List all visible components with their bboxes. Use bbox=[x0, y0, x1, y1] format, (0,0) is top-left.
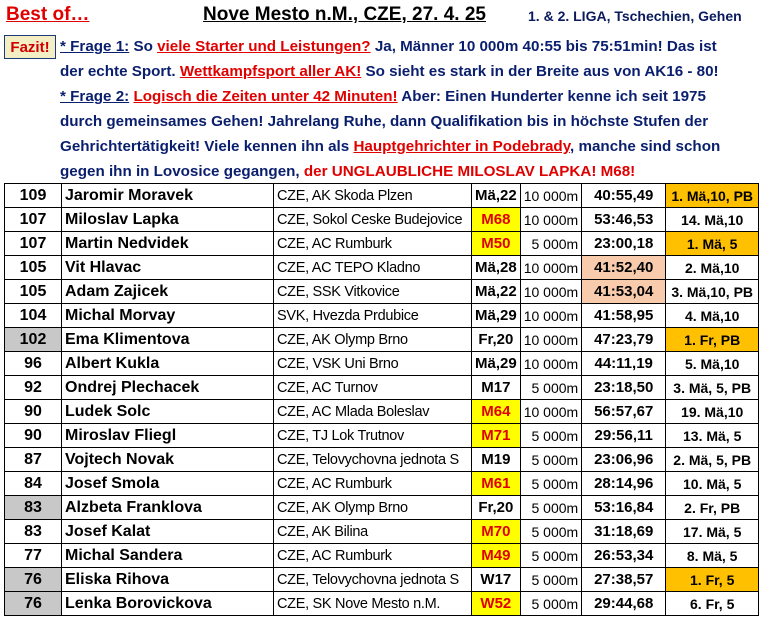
distance-cell: 5 000m bbox=[520, 496, 581, 520]
age-class-cell: W17 bbox=[472, 568, 521, 592]
table-row bbox=[5, 184, 759, 208]
time-cell: 29:44,68 bbox=[582, 592, 666, 616]
age-class-cell: Mä,28 bbox=[472, 256, 521, 280]
commentary-line-5 bbox=[60, 134, 772, 159]
commentary-text bbox=[60, 34, 772, 184]
commentary-text: Aber: Einen Hunderter kenne ich seit 1975 bbox=[397, 88, 706, 105]
time-cell: 41:53,04 bbox=[582, 280, 666, 304]
points-cell: 107 bbox=[5, 208, 62, 232]
table-row bbox=[5, 448, 759, 472]
placement-cell: 5. Mä,10 bbox=[666, 352, 759, 376]
time-cell: 29:56,11 bbox=[582, 424, 666, 448]
commentary-line-1 bbox=[60, 34, 772, 59]
placement-cell: 2. Fr, PB bbox=[666, 496, 759, 520]
age-class-cell: Mä,22 bbox=[472, 184, 521, 208]
distance-cell: 5 000m bbox=[520, 376, 581, 400]
athlete-name-cell: Josef Smola bbox=[62, 472, 274, 496]
commentary-text: So sieht es stark in der Breite aus von AK16 - 80! bbox=[361, 63, 719, 80]
points-cell: 90 bbox=[5, 400, 62, 424]
athlete-name-cell: Ludek Solc bbox=[62, 400, 274, 424]
placement-cell: 2. Mä, 5, PB bbox=[666, 448, 759, 472]
commentary-text: So bbox=[129, 38, 158, 55]
table-row bbox=[5, 256, 759, 280]
points-cell: 102 bbox=[5, 328, 62, 352]
age-class-cell: M64 bbox=[472, 400, 521, 424]
commentary-highlight: viele Starter und Leistungen? bbox=[157, 38, 371, 55]
distance-cell: 5 000m bbox=[520, 544, 581, 568]
placement-cell: 1. Fr, 5 bbox=[666, 568, 759, 592]
club-cell: CZE, Telovychovna jednota S bbox=[274, 448, 472, 472]
table-row bbox=[5, 424, 759, 448]
age-class-cell: Mä,29 bbox=[472, 304, 521, 328]
athlete-name-cell: Lenka Borovickova bbox=[62, 592, 274, 616]
athlete-name-cell: Adam Zajicek bbox=[62, 280, 274, 304]
age-class-cell: Fr,20 bbox=[472, 328, 521, 352]
time-cell: 40:55,49 bbox=[582, 184, 666, 208]
distance-cell: 10 000m bbox=[520, 352, 581, 376]
age-class-cell: M19 bbox=[472, 448, 521, 472]
commentary-line-3 bbox=[60, 84, 772, 109]
table-row bbox=[5, 280, 759, 304]
club-cell: CZE, SK Nove Mesto n.M. bbox=[274, 592, 472, 616]
age-class-cell: M50 bbox=[472, 232, 521, 256]
club-cell: CZE, AC Mlada Boleslav bbox=[274, 400, 472, 424]
age-class-cell: M68 bbox=[472, 208, 521, 232]
time-cell: 41:58,95 bbox=[582, 304, 666, 328]
points-cell: 83 bbox=[5, 496, 62, 520]
club-cell: CZE, AC Rumburk bbox=[274, 232, 472, 256]
commentary-text: gegen ihn in Lovosice gegangen, bbox=[60, 163, 304, 180]
commentary-highlight: der UNGLAUBLICHE MILOSLAV LAPKA! M68! bbox=[303, 163, 636, 180]
commentary-text: Gehrichtertätigkeit! Viele kennen ihn als bbox=[60, 138, 354, 155]
league-label: 1. & 2. LIGA, Tschechien, Gehen bbox=[528, 8, 742, 24]
table-row bbox=[5, 232, 759, 256]
club-cell: CZE, AK Skoda Plzen bbox=[274, 184, 472, 208]
time-cell: 41:52,40 bbox=[582, 256, 666, 280]
athlete-name-cell: Miroslav Fliegl bbox=[62, 424, 274, 448]
athlete-name-cell: Josef Kalat bbox=[62, 520, 274, 544]
time-cell: 53:16,84 bbox=[582, 496, 666, 520]
age-class-cell: M17 bbox=[472, 376, 521, 400]
club-cell: CZE, Sokol Ceske Budejovice bbox=[274, 208, 472, 232]
points-cell: 83 bbox=[5, 520, 62, 544]
distance-cell: 10 000m bbox=[520, 184, 581, 208]
table-row bbox=[5, 520, 759, 544]
time-cell: 56:57,67 bbox=[582, 400, 666, 424]
commentary-line-2 bbox=[60, 59, 772, 84]
placement-cell: 6. Fr, 5 bbox=[666, 592, 759, 616]
time-cell: 26:53,34 bbox=[582, 544, 666, 568]
club-cell: CZE, VSK Uni Brno bbox=[274, 352, 472, 376]
distance-cell: 10 000m bbox=[520, 400, 581, 424]
distance-cell: 10 000m bbox=[520, 328, 581, 352]
athlete-name-cell: Miloslav Lapka bbox=[62, 208, 274, 232]
distance-cell: 10 000m bbox=[520, 304, 581, 328]
athlete-name-cell: Alzbeta Franklova bbox=[62, 496, 274, 520]
table-row bbox=[5, 472, 759, 496]
placement-cell: 1. Mä,10, PB bbox=[666, 184, 759, 208]
time-cell: 47:23,79 bbox=[582, 328, 666, 352]
commentary-line-4 bbox=[60, 109, 772, 134]
club-cell: CZE, AK Bilina bbox=[274, 520, 472, 544]
time-cell: 23:06,96 bbox=[582, 448, 666, 472]
points-cell: 87 bbox=[5, 448, 62, 472]
placement-cell: 17. Mä, 5 bbox=[666, 520, 759, 544]
placement-cell: 14. Mä,10 bbox=[666, 208, 759, 232]
time-cell: 23:00,18 bbox=[582, 232, 666, 256]
placement-cell: 4. Mä,10 bbox=[666, 304, 759, 328]
time-cell: 28:14,96 bbox=[582, 472, 666, 496]
header bbox=[0, 0, 773, 32]
table-row bbox=[5, 376, 759, 400]
distance-cell: 5 000m bbox=[520, 568, 581, 592]
table-row bbox=[5, 400, 759, 424]
athlete-name-cell: Ema Klimentova bbox=[62, 328, 274, 352]
points-cell: 90 bbox=[5, 424, 62, 448]
table-row bbox=[5, 304, 759, 328]
points-cell: 105 bbox=[5, 280, 62, 304]
event-title: Nove Mesto n.M., CZE, 27. 4. 25 bbox=[203, 4, 486, 25]
points-cell: 76 bbox=[5, 592, 62, 616]
question-1-label: * Frage 1: bbox=[60, 38, 130, 55]
question-2-label: * Frage 2: bbox=[60, 88, 130, 105]
points-cell: 109 bbox=[5, 184, 62, 208]
athlete-name-cell: Michal Morvay bbox=[62, 304, 274, 328]
distance-cell: 5 000m bbox=[520, 520, 581, 544]
age-class-cell: M61 bbox=[472, 472, 521, 496]
distance-cell: 5 000m bbox=[520, 592, 581, 616]
commentary-line-6 bbox=[60, 159, 772, 184]
placement-cell: 2. Mä,10 bbox=[666, 256, 759, 280]
club-cell: SVK, Hvezda Prdubice bbox=[274, 304, 472, 328]
time-cell: 23:18,50 bbox=[582, 376, 666, 400]
table-row bbox=[5, 544, 759, 568]
placement-cell: 1. Mä, 5 bbox=[666, 232, 759, 256]
table-row bbox=[5, 208, 759, 232]
commentary-highlight: Hauptgehrichter in Podebrady bbox=[353, 138, 571, 155]
age-class-cell: Fr,20 bbox=[472, 496, 521, 520]
placement-cell: 19. Mä,10 bbox=[666, 400, 759, 424]
distance-cell: 10 000m bbox=[520, 256, 581, 280]
age-class-cell: M71 bbox=[472, 424, 521, 448]
age-class-cell: M49 bbox=[472, 544, 521, 568]
points-cell: 107 bbox=[5, 232, 62, 256]
athlete-name-cell: Martin Nedvidek bbox=[62, 232, 274, 256]
distance-cell: 5 000m bbox=[520, 448, 581, 472]
club-cell: CZE, TJ Lok Trutnov bbox=[274, 424, 472, 448]
athlete-name-cell: Albert Kukla bbox=[62, 352, 274, 376]
club-cell: CZE, AC Rumburk bbox=[274, 472, 472, 496]
time-cell: 31:18,69 bbox=[582, 520, 666, 544]
points-cell: 92 bbox=[5, 376, 62, 400]
age-class-cell: Mä,29 bbox=[472, 352, 521, 376]
table-row bbox=[5, 328, 759, 352]
distance-cell: 5 000m bbox=[520, 472, 581, 496]
results-table bbox=[4, 183, 759, 616]
placement-cell: 3. Mä,10, PB bbox=[666, 280, 759, 304]
age-class-cell: Mä,22 bbox=[472, 280, 521, 304]
best-of-title: Best of… bbox=[6, 4, 90, 25]
placement-cell: 1. Fr, PB bbox=[666, 328, 759, 352]
club-cell: CZE, AC Rumburk bbox=[274, 544, 472, 568]
athlete-name-cell: Michal Sandera bbox=[62, 544, 274, 568]
commentary-text: der echte Sport. bbox=[60, 63, 180, 80]
table-row bbox=[5, 496, 759, 520]
points-cell: 84 bbox=[5, 472, 62, 496]
distance-cell: 10 000m bbox=[520, 208, 581, 232]
athlete-name-cell: Vojtech Novak bbox=[62, 448, 274, 472]
table-row bbox=[5, 592, 759, 616]
placement-cell: 8. Mä, 5 bbox=[666, 544, 759, 568]
points-cell: 104 bbox=[5, 304, 62, 328]
club-cell: CZE, AK Olymp Brno bbox=[274, 496, 472, 520]
club-cell: CZE, Telovychovna jednota S bbox=[274, 568, 472, 592]
table-row bbox=[5, 568, 759, 592]
time-cell: 44:11,19 bbox=[582, 352, 666, 376]
distance-cell: 5 000m bbox=[520, 232, 581, 256]
time-cell: 53:46,53 bbox=[582, 208, 666, 232]
points-cell: 77 bbox=[5, 544, 62, 568]
club-cell: CZE, AC Turnov bbox=[274, 376, 472, 400]
club-cell: CZE, SSK Vitkovice bbox=[274, 280, 472, 304]
placement-cell: 10. Mä, 5 bbox=[666, 472, 759, 496]
points-cell: 96 bbox=[5, 352, 62, 376]
commentary-highlight: Logisch die Zeiten unter 42 Minuten! bbox=[133, 88, 398, 105]
points-cell: 76 bbox=[5, 568, 62, 592]
athlete-name-cell: Ondrej Plechacek bbox=[62, 376, 274, 400]
table-row bbox=[5, 352, 759, 376]
placement-cell: 3. Mä, 5, PB bbox=[666, 376, 759, 400]
distance-cell: 10 000m bbox=[520, 280, 581, 304]
athlete-name-cell: Jaromir Moravek bbox=[62, 184, 274, 208]
age-class-cell: W52 bbox=[472, 592, 521, 616]
distance-cell: 5 000m bbox=[520, 424, 581, 448]
club-cell: CZE, AK Olymp Brno bbox=[274, 328, 472, 352]
athlete-name-cell: Eliska Rihova bbox=[62, 568, 274, 592]
age-class-cell: M70 bbox=[472, 520, 521, 544]
time-cell: 27:38,57 bbox=[582, 568, 666, 592]
athlete-name-cell: Vit Hlavac bbox=[62, 256, 274, 280]
commentary-text: , manche sind schon bbox=[570, 138, 721, 155]
commentary-text: durch gemeinsames Gehen! Jahrelang Ruhe, dann Qualifikation bis in höchste Stufen der bbox=[60, 113, 709, 130]
commentary-text: Ja, Männer 10 000m 40:55 bis 75:51min! Das ist bbox=[370, 38, 717, 55]
club-cell: CZE, AC TEPO Kladno bbox=[274, 256, 472, 280]
points-cell: 105 bbox=[5, 256, 62, 280]
results-body bbox=[5, 184, 759, 616]
commentary-highlight: Wettkampfsport aller AK! bbox=[179, 63, 362, 80]
fazit-button[interactable]: Fazit! bbox=[4, 35, 56, 59]
placement-cell: 13. Mä, 5 bbox=[666, 424, 759, 448]
